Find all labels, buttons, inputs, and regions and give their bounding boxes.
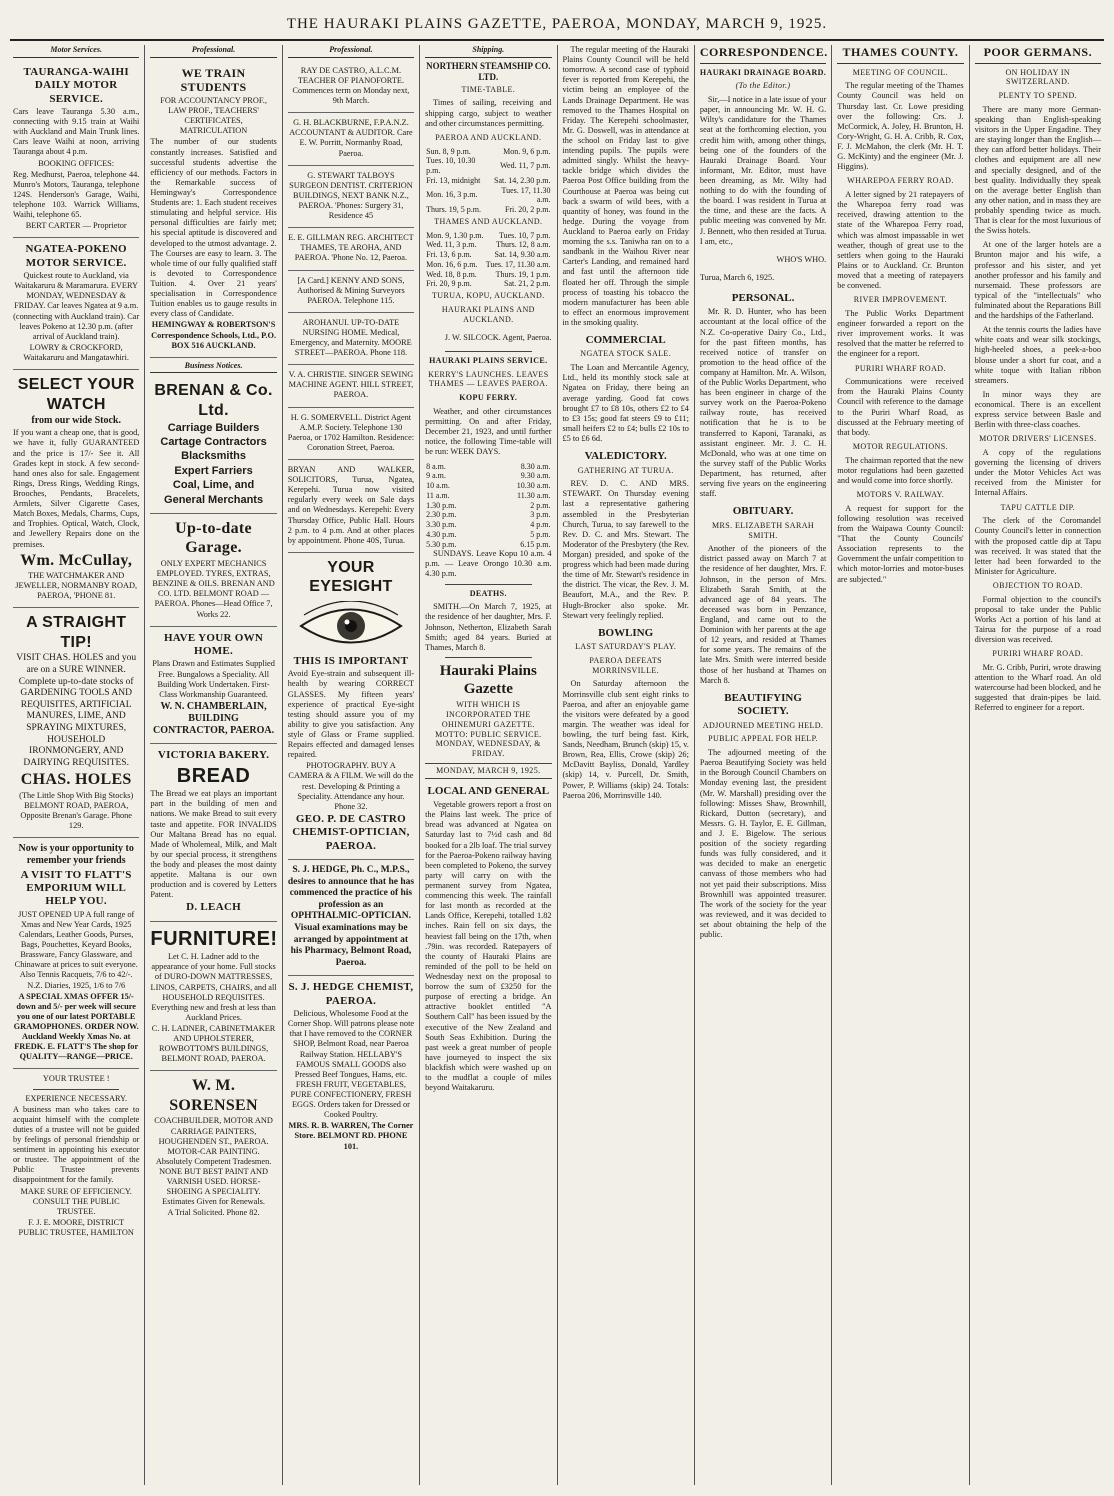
ad-footer: A Trial Solicited. Phone 82.	[167, 1208, 260, 1218]
article-subheading: PURIRI WHARF ROAD.	[992, 649, 1084, 659]
table-cell: 3 p.m.	[530, 510, 551, 520]
section-sub: ON HOLIDAY IN SWITZERLAND.	[1005, 67, 1071, 87]
ad-name: Wm. McCullay,	[20, 551, 133, 569]
ad-body: JUST OPENED UP A full range of Xmas and New Year Cards, 1925 Calendars, Leather Goods, Purses, Bags, Pouchettes, Keyard Books, Brassware, Fancy Glassware, and Chinaware at prices to suit everyone. Also Tennis Racquets, 7/6 to 42/-. N.Z. Diaries, 1925, 1/6 to 7/6	[14, 909, 138, 990]
ad-body: ONLY EXPERT MECHANICS EMPLOYED. TYRES, EXTRAS, BENZINE & OILS. BRENAN AND CO. LTD. BELMONT ROAD — PAEROA. Phones—Head Office 7, Works 22.	[152, 558, 275, 619]
ad-name: CHAS. HOLES	[20, 771, 132, 789]
table-row	[425, 147, 551, 157]
ad-title: FURNITURE!	[150, 927, 278, 950]
ad-subtitle: THIS IS IMPORTANT	[293, 654, 409, 667]
letter-signature: WHO'S WHO.	[776, 255, 827, 265]
ad-body: Let C. H. Ladner add to the appearance of your home. Full stocks of DURO-DOWN MATTRESSES, LINOS, CARPETS, CHAIRS, and all HOUSEHOLD REQUISITES. Everything new and fresh at less than Auckland Prices.	[150, 952, 277, 1022]
ad-ngatea-pokeno	[13, 238, 139, 370]
column-motor-services	[8, 45, 145, 1485]
ad-brenan	[150, 376, 276, 513]
table-cell: Sat. 21, 2 p.m.	[504, 279, 551, 289]
obituary-heading: OBITUARY.	[732, 505, 794, 518]
timetable-thames-auckland	[425, 231, 551, 290]
table-cell: Thurs. 12, 8 a.m.	[496, 240, 551, 250]
ad-body: If you want a cheap one, that is good, we have it, fully GUARANTEED and the price is 17/- See it. All Grades kept in stock. A few second-hand ones also for sale. Engagement Rings, Dress Rings, Wedding Rings, Brooches, Pendants, Bracelets, Armlets, Silver Cigarette Cases, Match Boxes, Medals, Charms, Cups, and Trophies. Optical, Watch, Clock, and Jewellery Repairs done on the premises.	[13, 428, 140, 549]
ad-body: Cars leave Tauranga 5.30 a.m., connecting with 9.15 train at Waihi with Auckland and Main Trunk lines. Cars leave Waihi at noon, arriving Tauranga about 4 p.m.	[13, 106, 140, 157]
card-talboys	[288, 166, 414, 229]
table-row	[425, 250, 551, 260]
ad-proprietor: BERT CARTER — Proprietor	[25, 221, 127, 231]
divider	[445, 657, 531, 658]
table-cell: Sun. 8, 9 p.m.	[426, 146, 471, 156]
ad-body: A business man who takes care to acquaint himself with the complete duties of a trustee will not be guided by feelings of personal friendship or sentiment in appointing his executor or trustee. The appointment of the Public Trustee prevents disappointment for the family.	[13, 1104, 140, 1185]
ad-title: WE TRAIN STUDENTS	[180, 65, 247, 95]
table-cell: 5.30 p.m.	[426, 539, 457, 549]
table-cell: Mon. 9, 1.30 p.m.	[426, 230, 484, 240]
article-body: At the tennis courts the ladies have white coats and wear silk stockings, high-heeled shoes, a peek-a-boo blouse under a short fur coat, and a white toque with Italian ribbon streamers.	[974, 325, 1101, 385]
valedictory-sub: GATHERING AT TURUA.	[577, 465, 674, 475]
ad-title: TAURANGA-WAIHI DAILY MOTOR SERVICE.	[23, 65, 129, 105]
ad-footer: MAKE SURE OF EFFICIENCY. CONSULT THE PUBLIC TRUSTEE.	[20, 1186, 132, 1216]
table-cell: Thurs. 19, 1 p.m.	[495, 269, 551, 279]
column-news	[558, 45, 695, 1485]
card-text: RAY DE CASTRO, A.L.C.M. TEACHER OF PIANOFORTE. Commences term on Monday next, 9th March.	[292, 65, 410, 106]
ad-signature: HEMINGWAY & ROBERTSON'S Correspondence Schools, Ltd., P.O. BOX 516 AUCKLAND.	[151, 320, 277, 350]
section-heading: POOR GERMANS.	[975, 45, 1101, 64]
shipping-agent: J. W. SILCOCK. Agent, Paeroa.	[444, 332, 552, 342]
ad-line: Cartage Contractors	[160, 435, 267, 448]
ad-body: Plans Drawn and Estimates Supplied Free. Bungalows a Speciality. All Building Work Undertaken. First-Class Workmanship Guaranteed.	[152, 659, 275, 699]
ad-signature: GEO. P. DE CASTRO CHEMIST-OPTICIAN, PAEROA.	[292, 812, 410, 852]
card-text: [A Card.] KENNY AND SONS, Authorised & Mining Surveyors PAEROA. Telephone 115.	[297, 275, 405, 305]
timetable-note: Times of sailing, receiving and shipping cargo, subject to weather and other circumstances permitting.	[425, 98, 552, 128]
ferry-heading: KOPU FERRY.	[459, 393, 518, 403]
ad-hedge-optician	[288, 860, 414, 976]
ad-title: Up-to-date Garage.	[175, 519, 252, 557]
table-cell: 6.15 p.m.	[520, 539, 551, 549]
table-cell: 10 a.m.	[426, 481, 450, 491]
gazette-nameplate: Hauraki Plains Gazette	[439, 662, 537, 698]
table-cell: 8.30 a.m.	[520, 461, 551, 471]
table-cell: Fri. 13, 6 p.m.	[426, 250, 472, 260]
launches-line: KERRY'S LAUNCHES. LEAVES THAMES — LEAVES PAEROA.	[428, 369, 549, 389]
article-body: Mr. G. Cribb, Puriri, wrote drawing attention to the Wharf road. An old watercourse had been blocked, and he suggested that drain-pipes be laid. Referred to engineer for a report.	[974, 663, 1101, 713]
card-somervell	[288, 408, 414, 460]
local-heading: LOCAL AND GENERAL	[427, 784, 550, 797]
ad-eyesight	[288, 553, 414, 860]
card-text: AROHANUI. UP-TO-DATE NURSING HOME. Medical, Emergency, and Maternity. MOORE STREET—PAEROA. Phone 118.	[290, 317, 412, 358]
card-text: E. E. GILLMAN REG. ARCHITECT THAMES, TE AROHA, AND PAEROA. 'Phone No. 12, Paeroa.	[288, 233, 414, 263]
table-row	[425, 481, 551, 491]
section-sub: MEETING OF COUNCIL.	[852, 67, 949, 77]
obituary-sub: MRS. ELIZABETH SARAH SMITH.	[712, 520, 815, 540]
ad-body: Avoid Eye-strain and subsequent ill-health by wearing CORRECT GLASSES. My fifteen years' experience of practical Eye-sight testing should assure you of my ability to give you satisfaction. Any style of Glass or Frame supplied. Repairs effected and damaged lenses repaired.	[287, 669, 415, 760]
ad-line: Expert Farriers	[174, 464, 253, 477]
personal-heading: PERSONAL.	[731, 291, 795, 304]
beautifying-heading: BEAUTIFYING SOCIETY.	[724, 691, 802, 718]
divider	[445, 584, 531, 585]
ad-address: THE WATCHMAKER AND JEWELLER, NORMANBY ROAD, PAEROA, 'PHONE 81.	[15, 571, 138, 601]
ad-corner-shop	[288, 976, 414, 1157]
card-kenny	[288, 271, 414, 313]
table-cell: Wed. 11, 7 p.m.	[500, 161, 551, 171]
table-row	[425, 186, 551, 206]
beautifying-body: The adjourned meeting of the Paeroa Beautifying Society was held in the Borough Council Chambers on Monday evening last, the president (Mr. W. Marshall) presiding over the following: Misses Shaw, Brownhill, Rickard, Dutton (secretary), and Messrs. G. H. Taylor, E. E. Gillman, and J. E. Bigelow. The serious position of the society regarding funds was fully considered, and it was decided to make an energetic canvass of those members who had not yet paid their subscriptions. Miss Brownhill was appointed treasurer. The work of the society for the year was reviewed, and it was decided to set about obtaining the help of the public.	[699, 748, 827, 940]
ad-select-watch	[13, 370, 139, 608]
ad-title: NGATEA-POKENO MOTOR SERVICE.	[25, 243, 127, 269]
ad-body: COACHBUILDER, MOTOR AND CARRIAGE PAINTERS, HOUGHENDEN ST., PAEROA. MOTOR-CAR PAINTING. Absolutely Competent Tradesmen. NONE BUT BEST PAINT AND VARNISH USED. HORSE-SHOEING A SPECIALITY. Estimates Given for Renewals.	[154, 1116, 273, 1207]
article-body: The clerk of the Coromandel County Council's letter in connection with the proposed cattle dip at Tapu was received. It was stated that the letter had been forwarded to the Minister for Agriculture.	[974, 516, 1101, 576]
table-cell: 5 p.m.	[530, 529, 551, 539]
table-row	[425, 156, 551, 176]
commercial-heading: COMMERCIAL	[585, 334, 666, 347]
ad-title: YOUR EYESIGHT	[309, 558, 393, 596]
table-row	[425, 462, 551, 472]
article-subheading: OBJECTION TO ROAD.	[992, 580, 1083, 590]
section-heading: THAMES COUNTY.	[837, 45, 963, 64]
ad-hemingway	[150, 61, 276, 358]
section-heading: Professional.	[150, 45, 276, 58]
card-gillman	[288, 228, 414, 270]
divider	[445, 351, 531, 352]
card-text: H. G. SOMERVELL. District Agent A.M.P. Society. Telephone 130 Paeroa, or 1702 Hamilton. Residence: Coronation Street, Paeroa.	[287, 412, 415, 452]
ad-title: W. M. SORENSEN	[169, 1077, 258, 1114]
table-row	[425, 530, 551, 540]
ad-signature: F. J. E. MOORE, DISTRICT PUBLIC TRUSTEE, HAMILTON	[18, 1217, 134, 1237]
personal-body: Mr. R. D. Hunter, who has been accountant at the local office of the N.Z. Co-operative Dairy Co., Ltd., for the past fifteen months, has received notice of transfer on promotion to the head office of the company at Hamilton. Mr. A. Wilson, of the Public Works Department, who has been engineer in charge of the survey work on the Paeroa-Pokeno railway route, has received notification that he is to be transferred to Kaponi, Taranaki, as assistant engineer. Mr. J. C. H. McDonald, who was at one time on the survey staff of the Public Works Department, has returned, after serving five years on the engineering staff.	[699, 307, 827, 499]
ad-signature: D. LEACH	[186, 901, 242, 914]
section-heading: CORRESPONDENCE.	[700, 45, 826, 64]
article-subheading: PURIRI WHARF ROAD.	[855, 363, 946, 373]
table-cell: 9.30 a.m.	[520, 471, 551, 481]
bowling-body: On Saturday afternoon the Morrinsville club sent eight rinks to Paeroa, and after an enjoyable game the visitors were defeated by a good margin. The weather was ideal for bowling, the turf being fast. Kirk, Sands, Needham, Brunch (skip) 15, v. Brown, Rea, Ellis, Crowe (skip) 26; McDavitt Bayliss, Donald, Yardley (skip) 14, v. Purcell, Dr. Smith, Power, P. Williams (skip) 24. Totals: Paeroa 206, Morrinsville 140.	[562, 679, 689, 800]
table-cell: Tues. 10, 7 p.m.	[499, 230, 551, 240]
letter-heading: HAURAKI DRAINAGE BOARD.	[699, 67, 827, 77]
card-text: BRYAN AND WALKER, SOLICITORS, Turua, Ngatea, Kerepehi. Turua now visited regularly every week on Sale days and on Wednesdays. Kerepehi: Every Thursday Office, Public Hall. Hours 2 p.m. to 4 p.m. And at other places by appointment. Phone 40S, Turua.	[287, 465, 415, 545]
table-cell: Sat. 14, 2.30 p.m.	[494, 175, 551, 185]
table-cell: 3.30 p.m.	[426, 520, 457, 530]
table-cell: 4.30 p.m.	[426, 529, 457, 539]
ad-furniture	[150, 922, 276, 1072]
ad-subtitle: FOR ACCOUNTANCY PROF., LAW PROF., TEACHERS' CERTIFICATES, MATRICULATION	[160, 96, 267, 136]
timetable-title: TIME-TABLE.	[461, 84, 516, 94]
article-body: The regular meeting of the Thames County Council was held on Thursday last. Cr. Lowe presiding over the following: Crs. J. McCormick, A. Joley, H. Brunton, H. Cory-Wright, G. H. A. Cribb, R. Cox, F. J. McMahon, the clerk (Mr. H. T. G. McKinty) and the engineer (Mr. J. Higgins).	[837, 81, 964, 172]
article-body: A request for support for the following resolution was received from the Waipawa County Council: "That the County Councils' Association represents to the Government the unfair competition to which motor-lorries and motor-buses are subjected."	[837, 503, 964, 584]
bowling-heading: BOWLING	[598, 626, 654, 639]
section-heading: Business Notices.	[150, 361, 276, 374]
ad-title: A STRAIGHT TIP!	[26, 614, 127, 651]
commercial-body: The Loan and Mercantile Agency, Ltd., held its monthly stock sale at Ngatea on Friday, there being an average yarding. Good fat cows brought £7 to £8 10s, others £2 to £4 to £3 15s; good fat steers £9 to £11; small heifers £2 to £4; bulls £2 10s to £5 to £6 6d.	[562, 363, 689, 443]
beautifying-sub: PUBLIC APPEAL FOR HELP.	[708, 734, 818, 744]
article-body: There are many more German-speaking than English-speaking visitors in the Upper Engadine. They are staying longer than the English—they can afford better holidays. Their clothes and equipment are all new and specially designed, and of the best quality. Individually they speak on the average better English than any other nation, and in mass they are probably spending twice as much. That is clear for the most luxurious of the Swiss hotels.	[974, 104, 1101, 236]
section-heading: Shipping.	[425, 45, 551, 58]
ad-title: VICTORIA BAKERY.	[157, 749, 270, 762]
table-cell: Sat. 14, 9.30 a.m.	[494, 250, 551, 260]
valedictory-heading: VALEDICTORY.	[584, 450, 667, 463]
ad-flatts-emporium	[13, 838, 139, 1069]
article-body: The chairman reported that the new motor regulations had been gazetted and would come into force shortly.	[837, 455, 964, 485]
card-text: V. A. CHRISTIE. SINGER SEWING MACHINE AGENT. HILL STREET, PAEROA.	[288, 370, 414, 400]
column-professional-cards	[283, 45, 420, 1485]
letter-to: (To the Editor.)	[735, 81, 791, 91]
route-heading: TURUA, KOPU, AUCKLAND.	[432, 291, 545, 301]
table-cell: 4 p.m.	[530, 520, 551, 530]
ad-line: General Merchants	[164, 493, 264, 506]
ad-title: YOUR TRUSTEE !	[42, 1074, 110, 1084]
article-body: A copy of the regulations governing the licensing of drivers under the Motor Vehicles Act was received from the Minister for Internal Affairs.	[974, 448, 1101, 498]
card-text: G. STEWART TALBOYS SURGEON DENTIST. CRITERION BUILDINGS, NEXT BANK N.Z., PAEROA. 'Phones: Surgery 31, Residence 45	[289, 170, 413, 221]
ad-photo: PHOTOGRAPHY. BUY A CAMERA & A FILM. We will do the rest. Developing & Printing a Speciality. Attendance any hour. Phone 32.	[288, 761, 414, 811]
article-body: A letter signed by 21 ratepayers of the Wharepoa ferry road was received, drawing attention to the state of the Wharepoa Ferry road, which was almost impassable in wet weather, though of great use to the settlers when going to the Hauraki Plains or to Auckland. Cr. Brunton moved that a meeting of ratepayers be convened.	[837, 190, 964, 291]
dateline: MONDAY, MARCH 9, 1925.	[425, 763, 551, 779]
table-row	[425, 279, 551, 289]
letter-body: Sir,—I notice in a late issue of your paper, in announcing Mr. W. H. G. Wilty's candidature for the Thames seat at the forthcoming election, you credit him with, among other things, being one of the founders of the Hauraki Drainage Board. Your informant, Mr. Editor, must have been dreaming, as Mr. Wilty had nothing to do with the founding of the board. I was resident in Turua at the time, and these are the facts. A public meeting was convened by Mr. J. Bennett, who then resided at Turua. I am, etc.,	[699, 95, 827, 246]
card-arohanui	[288, 313, 414, 365]
article-body: The Public Works Department engineer forwarded a report on the river improvement works. It was resolved that the matter be referred to the engineer for a report.	[837, 308, 964, 359]
table-row	[425, 205, 551, 215]
route-heading: PAEROA AND AUCKLAND.	[435, 132, 542, 142]
sundays-line: SUNDAYS. Leave Kopu 10 a.m. 4 p.m. — Leave Orongo 10.30 a.m. 4.30 p.m.	[425, 549, 552, 579]
column-correspondence	[695, 45, 832, 1485]
timetable-kopu-ferry	[425, 462, 551, 550]
table-cell: Tues. 17, 11.30 a.m.	[485, 259, 551, 269]
table-cell: 11 a.m.	[426, 490, 450, 500]
table-row	[425, 231, 551, 241]
article-body: Formal objection to the council's proposal to take under the Public Works Act a portion of his land at Tairua for the purpose of a road diversion was received.	[974, 594, 1101, 645]
ad-line: Carriage Builders	[167, 421, 260, 434]
ad-line: Blacksmiths	[181, 450, 246, 463]
deaths-body: SMITH.—On March 7, 1925, at the residence of her daughter, Mrs. F. Johnson, Netherton, Elizabeth Sarah Smith; aged 84 years. Buried at Thames, March 8.	[425, 602, 552, 652]
ad-straight-tip	[13, 608, 139, 838]
news-body: The regular meeting of the Hauraki Plains County Council will be held tomorrow. A second case of typhoid fever is reported from Kerepehi, the victim being an employee of the Lands Drainage Department. He was removed to the Thames Hospital on Friday. The Kerepehi schoolmaster, Mr. G. Doswell, was in attendance at the school on Friday last to give intending pupils. The pupils were admitted singly. Whilst the heavy-tackle bridge which divides the Paeroa Post Office building from the Courthouse at Paeroa was being cut back a swarm of wild bees, with a quantity of honey, was found in the hedge. During the voyage from Auckland to Paeroa early on Friday morning the s.s. Taniwha ran on to a sandbank in the Waihou River near Carter's Landing, and remained hard and fast until the afternoon tide floated her off. Through the simple process of toasting his tobacco the modern manufacturer has been able to effect an enormous improvement in the smoking quality.	[562, 45, 689, 327]
masthead: THE HAURAKI PLAINS GAZETTE, PAEROA, MONDAY, MARCH 9, 1925.	[10, 6, 1104, 41]
ad-address: (The Little Shop With Big Stocks) BELMONT ROAD, PAEROA, Opposite Brenan's Garage. Phone 129.	[19, 790, 134, 831]
ad-victoria-bakery	[150, 744, 276, 921]
table-row	[425, 501, 551, 511]
card-christie	[288, 365, 414, 407]
table-cell: Fri. 20, 2 p.m.	[504, 205, 551, 215]
card-bryan-walker	[288, 460, 414, 553]
ad-body: The Bread we eat plays an important part in the building of men and nations. We make Bread to suit every taste and appetite. FOR INVALIDS Our Maltana Bread has no equal. Made of Wholemeal, Milk, and Malt by our special process, it strengthens the body and pleases the most dainty appetite. Maltana is our own production and is covered by Letters Patent.	[150, 789, 277, 900]
table-cell: Tues. 17, 11.30 a.m.	[501, 185, 551, 205]
table-cell: Thurs. 19, 5 p.m.	[426, 205, 482, 215]
deaths-heading: DEATHS.	[469, 588, 507, 598]
bowling-sub: PAEROA DEFEATS MORRINSVILLE.	[589, 655, 663, 675]
card-blackburne	[288, 113, 414, 165]
table-cell: 8 a.m.	[426, 461, 446, 471]
divider	[33, 1089, 119, 1090]
valedictory-body: REV. D. C. AND MRS. STEWART. On Thursday evening last a representative gathering assembled in the Presbyterian Church, Turua, to say farewell to the Rev. D. C. and Mrs. Stewart. The Moderator of the Presbytery (the Rev. Morgan) presided, and spoke of the progress which had been made during the time of Mr. Stewart's residence in the district. The vicar, the Rev. J. M. Beaufort, M.A., and the Rev. P. Hugh-Brocker also spoke. Mr. Stewart very feelingly replied.	[562, 479, 689, 620]
article-subheading: MOTORS V. RAILWAY.	[856, 489, 945, 499]
ad-own-home	[150, 627, 276, 745]
ad-signature: W. N. CHAMBERLAIN, BUILDING CONTRACTOR, PAEROA.	[153, 700, 275, 737]
table-row	[425, 240, 551, 250]
table-cell: Wed. 11, 3 p.m.	[426, 240, 477, 250]
table-row	[425, 520, 551, 530]
column-professional	[145, 45, 282, 1485]
route-heading: HAURAKI PLAINS AND AUCKLAND.	[441, 304, 535, 324]
ferry-note: Weather, and other circumstances permitting. On and after Friday, December 21, 1923, and until further notice, the following Time-table will be run: WEEK DAYS.	[425, 406, 552, 457]
table-cell: Tues. 10, 10.30 p.m.	[426, 156, 476, 176]
section-heading: Professional.	[288, 45, 414, 58]
article-body: At one of the larger hotels are a Brunton major and his wife, a professor and his sister, and yet another professor and his family and nursemaid. These professors are typical of the "intellectuals" who fulminated about the Reparations Bill and the hardships of the Fatherland.	[974, 240, 1101, 321]
ad-signature: C. H. LADNER, CABINETMAKER AND UPHOLSTERER, ROWBOTTOM'S BUILDINGS, BELMONT ROAD, PAEROA.	[151, 1024, 276, 1064]
local-body: Vegetable growers report a frost on the Plains last week. The price of bread was advanced at Ngatea on Saturday last to 7½d cash and 8d booked for a 2lb loaf. The trial survey for the Paeroa-Pokeno railway having been completed to Pokeno, the survey party will carry on with the permanent survey from Ngatea, commencing this week. The rainfall for last month as recorded at the Lands Office, Kerepehi, totalled 1.82 inches. Rain fell on six days, the heaviest fall being on the 17th, when .79in. was recorded. Ratepayers of the county of Hauraki Plains are reminded of the poll to be held on Wednesday next on the proposal to borrow the sum of £3250 for the purpose of erecting a bridge. An attractive booklet entitled "A Southern Call" has been issued by the executive of the New Zealand and South Seas Exhibition. During the past week a great number of people have journeyed to inspect the six blackfish which were washed up on to the mudflat a couple of miles beyond Waitakaruru.	[425, 800, 552, 1093]
ad-body: VISIT CHAS. HOLES and you are on a SURE WINNER. Complete up-to-date stocks of GARDENING TOOLS AND REQUISITES, ARTIFICIAL MANURES, LIME, AND SPRAYING MIXTURES, HOUSEHOLD IRONMONGERY, AND DAIRYING REQUISITES.	[16, 653, 137, 768]
table-cell: Mon. 16, 3 p.m.	[426, 190, 478, 200]
article-body: Communications were received from the Hauraki Plains County Council with reference to the damage to the Puriri Wharf Road, as discussed at the February meeting of that body.	[837, 377, 964, 437]
table-cell: Mon. 9, 6 p.m.	[503, 146, 551, 156]
table-row	[425, 260, 551, 270]
columns	[8, 45, 1106, 1485]
table-cell: Fri. 13, midnight	[426, 175, 481, 185]
shipping-company: NORTHERN STEAMSHIP CO. LTD.	[426, 60, 551, 82]
nameplate-sub: WITH WHICH IS INCORPORATED THE OHINEMURI GAZETTE. MOTTO: PUBLIC SERVICE. MONDAY, WEDNESDAY, & FRIDAY.	[435, 700, 542, 759]
ad-public-trustee	[13, 1069, 139, 1244]
table-row	[425, 510, 551, 520]
table-cell: 11.30 a.m.	[517, 490, 551, 500]
table-cell: 1.30 p.m.	[426, 500, 457, 510]
card-text: G. H. BLACKBURNE, F.P.A.N.Z. ACCOUNTANT & AUDITOR. Care E. W. Porritt, Normanby Road, Paeroa.	[289, 118, 413, 158]
column-shipping	[420, 45, 557, 1485]
table-row	[425, 540, 551, 550]
table-row	[425, 491, 551, 501]
ad-title: HAVE YOUR OWN HOME.	[163, 631, 264, 658]
ad-subheading: BOOKING OFFICES:	[38, 158, 115, 168]
timetable-paeroa-auckland	[425, 147, 551, 215]
ad-body: Quickest route to Auckland, via Waitakaruru & Maramarura. EVERY MONDAY, WEDNESDAY & FRIDAY. Car leaves Ngatea at 9 a.m. (connecting with Auckland train). Car leaves Pokeno at 12.30 p.m. (after arrival of Auckland train).	[13, 271, 140, 341]
ad-name: A VISIT TO FLATT'S EMPORIUM WILL HELP YOU.	[20, 868, 132, 908]
ad-body: The number of our students constantly increases. Satisfied and successful students advertise the efficiency of our methods. Factors in the Remarkable success of Hemingway's Correspondence Students are: 1. Each student receives stimulating and helpful service. His personal difficulties are fairly met; his special aptitude is discovered and developed to the utmost advantage. 2. The Courses are easy to learn. 3. The whole time of our fully qualified staff is devoted to Correspondence Tuition. 4. Over 21 years' specialisation in Correspondence Tuition enables us to gauge results in every class of Candidate.	[150, 137, 277, 319]
table-cell: 2.30 p.m.	[426, 510, 457, 520]
beautifying-sub: ADJOURNED MEETING HELD.	[702, 720, 824, 730]
table-cell: 2 p.m.	[530, 500, 551, 510]
article-subheading: WHAREPOA FERRY ROAD.	[847, 176, 954, 186]
ad-signature: MRS. R. B. WARREN, The Corner Store. BELMONT RD. PHONE 101.	[288, 1121, 414, 1151]
service-heading: HAURAKI PLAINS SERVICE.	[429, 355, 548, 365]
ad-big: BREAD	[176, 764, 251, 787]
ad-sorensen	[150, 1071, 276, 1224]
ad-subtitle: EXPERIENCE NECESSARY.	[25, 1093, 128, 1103]
article-subheading: MOTOR REGULATIONS.	[852, 441, 948, 451]
ad-title: BRENAN & Co. Ltd.	[154, 382, 273, 419]
table-row	[425, 471, 551, 481]
section-sub: PLENTY TO SPEND.	[998, 91, 1078, 101]
article-subheading: TAPU CATTLE DIP.	[1000, 502, 1076, 512]
bowling-sub: LAST SATURDAY'S PLAY.	[575, 642, 677, 652]
ad-line: Coal, Lime, and	[172, 479, 255, 492]
column-poor-germans	[970, 45, 1106, 1485]
ad-title: Now is your opportunity to remember your friends	[18, 843, 134, 867]
ad-title: S. J. HEDGE CHEMIST, PAEROA.	[288, 981, 414, 1007]
table-cell: Mon. 16, 6 p.m.	[426, 259, 478, 269]
ad-proprietor: LOWRY & CROCKFORD, Waitakaruru and Mangatawhiri.	[23, 342, 129, 362]
table-cell: Wed. 18, 8 p.m.	[426, 269, 477, 279]
table-cell: Fri. 20, 9 p.m.	[426, 279, 472, 289]
route-heading: THAMES AND AUCKLAND.	[434, 216, 543, 226]
ad-body: Reg. Medhurst, Paeroa, telephone 44. Munro's Motors, Tauranga, telephone 124S. Henderson's Garage, Waihi, telephone 103. Warrick Williams, Waihi, telephone 65.	[13, 169, 140, 220]
section-heading: Motor Services.	[13, 45, 139, 58]
table-row	[425, 270, 551, 280]
article-body: In minor ways they are economical. There is an excellent express service between Basle and Berlin with three-class coaches.	[974, 389, 1101, 430]
article-subheading: RIVER IMPROVEMENT.	[853, 295, 948, 305]
column-thames-county	[832, 45, 969, 1485]
table-row	[425, 176, 551, 186]
ad-garage	[150, 514, 276, 627]
letter-date: Turua, March 6, 1925.	[699, 273, 775, 283]
commercial-sub: NGATEA STOCK SALE.	[580, 349, 672, 359]
ad-title: SELECT YOUR WATCH	[17, 376, 135, 413]
ad-subtitle: from our wide Stock.	[31, 415, 121, 427]
table-cell: 9 a.m.	[426, 471, 446, 481]
ad-offer: A SPECIAL XMAS OFFER 15/- down and 5/- per week will secure you one of our latest PORTABLE GRAMOPHONES. ORDER NOW. Auckland Weekly Xmas No. at FREDK. E. FLATT'S The shop for QUALITY—RANGE—PRICE.	[13, 991, 139, 1062]
ad-body: S. J. HEDGE, Ph. C., M.P.S., desires to announce that he has commenced the practice of his profession as an OPHTHALMIC-OPTICIAN. Visual examinations may be arranged by appointment at his Pharmacy, Belmont Road, Paeroa.	[287, 865, 415, 968]
card-de-castro	[288, 61, 414, 113]
ad-body: Delicious, Wholesome Food at the Corner Shop. Will patrons please note that I have removed to the CORNER SHOP, Belmont Road, near Paeroa Railway Station. HELLABY'S FAMOUS SMALL GOODS also Pressed Beef Tongues, Hams, etc. FRESH FRUIT, VEGETABLES, PURE CONFECTIONERY, FRESH EGGS. Orders taken for Dressed or Cooked Poultry.	[287, 1009, 415, 1120]
obituary-body: Another of the pioneers of the district passed away on March 7 at the residence of her daughter, Mrs. F. Johnson, in the person of Mrs. Elizabeth Sarah Smith, at the advanced age of 84 years. The deceased was born in Penzance, England, and came out to the Dominion with her parents at the age of 12 years, and resided at Thames for some years. The remains of the late Mrs. Smith were interred beside those of her husband at Thames on March 8.	[699, 544, 827, 685]
ad-tauranga-waihi	[13, 61, 139, 239]
eye-illustration-icon	[296, 601, 406, 651]
article-subheading: MOTOR DRIVERS' LICENSES.	[979, 434, 1097, 444]
table-cell: 10.30 a.m.	[516, 481, 551, 491]
